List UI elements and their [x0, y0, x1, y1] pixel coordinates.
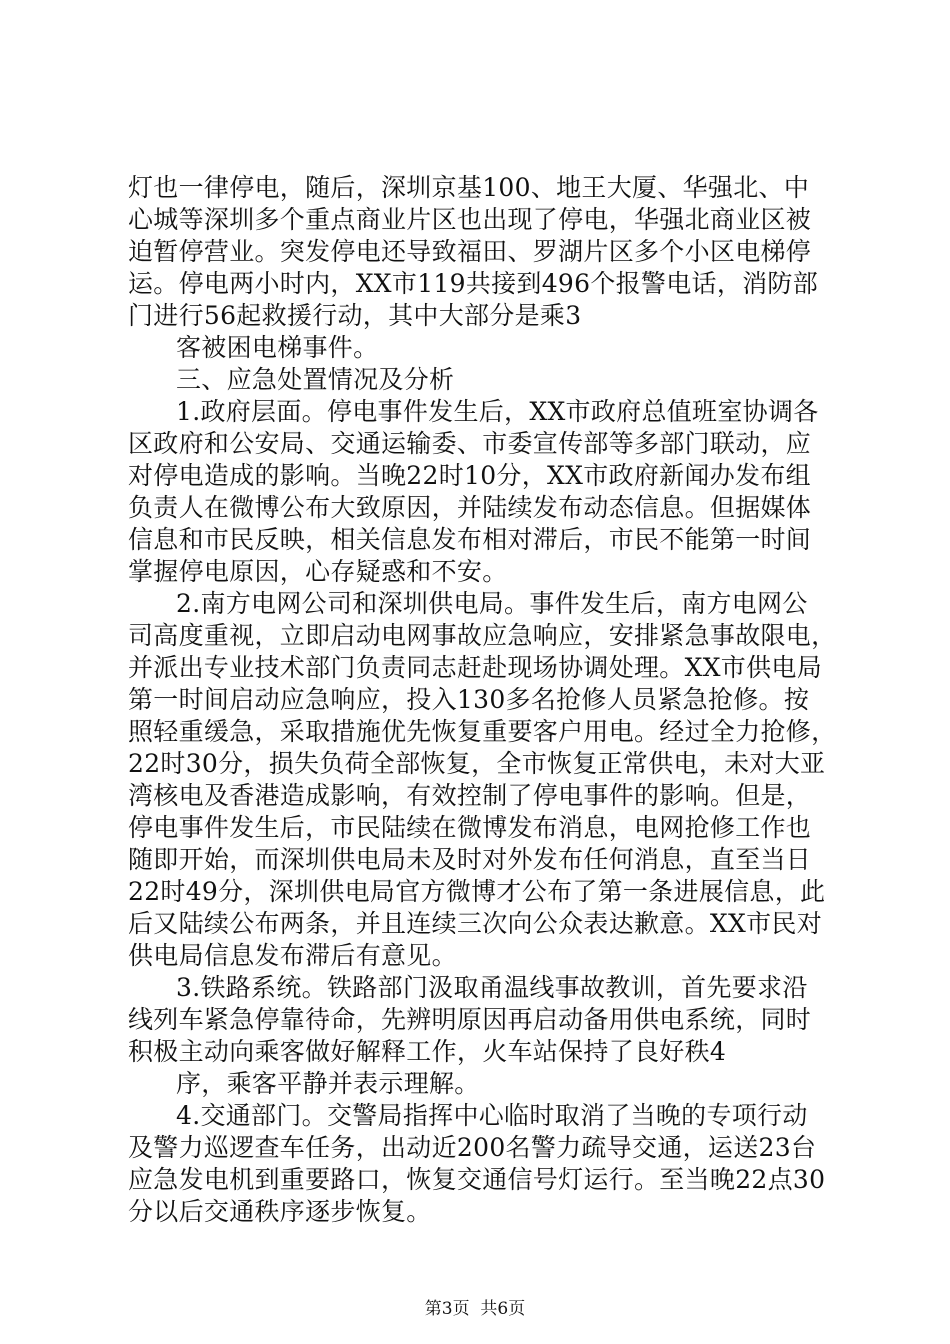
text-line: 4.交通部门。交警局指挥中心临时取消了当晚的专项行动 [176, 1101, 808, 1130]
text-line: 对停电造成的影响。当晚22时10分，XX市政府新闻办发布组 [128, 461, 811, 490]
text-line: 序，乘客平静并表示理解。 [176, 1069, 480, 1098]
text-line: 并派出专业技术部门负责同志赶赴现场协调处理。XX市供电局 [128, 653, 822, 682]
text-line: 停电事件发生后，市民陆续在微博发布消息，电网抢修工作也 [128, 813, 812, 842]
text-line: 负责人在微博公布大致原因，并陆续发布动态信息。但据媒体 [128, 493, 812, 522]
document-body [128, 172, 840, 1228]
text-line: 灯也一律停电，随后，深圳京基100、地王大厦、华强北、中 [128, 173, 810, 202]
text-line: 信息和市民反映，相关信息发布相对滞后，市民不能第一时间 [128, 525, 812, 554]
text-line: 照轻重缓急，采取措施优先恢复重要客户用电。经过全力抢修， [128, 717, 837, 746]
text-line: 后又陆续公布两条，并且连续三次向公众表达歉意。XX市民对 [128, 909, 822, 938]
page-footer: 第3页 共6页 [424, 1299, 526, 1319]
text-line: 掌握停电原因，心存疑惑和不安。 [128, 557, 508, 586]
text-line: 运。停电两小时内，XX市119共接到496个报警电话，消防部 [128, 269, 819, 298]
text-line: 三、应急处置情况及分析 [176, 365, 455, 394]
text-line: 司高度重视，立即启动电网事故应急响应，安排紧急事故限电， [128, 621, 837, 650]
text-line: 22时30分，损失负荷全部恢复，全市恢复正常供电，未对大亚 [128, 749, 826, 778]
text-line: 区政府和公安局、交通运输委、市委宣传部等多部门联动，应 [128, 429, 812, 458]
text-line: 及警力巡逻查车任务，出动近200名警力疏导交通，运送23台 [128, 1133, 817, 1162]
text-line: 湾核电及香港造成影响，有效控制了停电事件的影响。但是， [128, 781, 812, 810]
text-line: 1.政府层面。停电事件发生后，XX市政府总值班室协调各 [176, 397, 819, 426]
text-line: 门进行56起救援行动，其中大部分是乘3 [128, 301, 582, 330]
text-line: 第一时间启动应急响应，投入130多名抢修人员紧急抢修。按 [128, 685, 810, 714]
text-line: 应急发电机到重要路口，恢复交通信号灯运行。至当晚22点30 [128, 1165, 826, 1194]
text-line: 分以后交通秩序逐步恢复。 [128, 1197, 432, 1226]
text-line: 线列车紧急停靠待命，先辨明原因再启动备用供电系统，同时 [128, 1005, 812, 1034]
text-line: 迫暂停营业。突发停电还导致福田、罗湖片区多个小区电梯停 [128, 237, 812, 266]
text-line: 3.铁路系统。铁路部门汲取甬温线事故教训，首先要求沿 [176, 973, 808, 1002]
text-line: 客被困电梯事件。 [176, 333, 379, 362]
text-line: 随即开始，而深圳供电局未及时对外发布任何消息，直至当日 [128, 845, 812, 874]
text-line: 供电局信息发布滞后有意见。 [128, 941, 457, 970]
text-line: 2.南方电网公司和深圳供电局。事件发生后，南方电网公 [176, 589, 808, 618]
text-line: 心城等深圳多个重点商业片区也出现了停电，华强北商业区被 [128, 205, 812, 234]
text-line: 22时49分，深圳供电局官方微博才公布了第一条进展信息，此 [128, 877, 826, 906]
text-line: 积极主动向乘客做好解释工作，火车站保持了良好秩4 [128, 1037, 727, 1066]
